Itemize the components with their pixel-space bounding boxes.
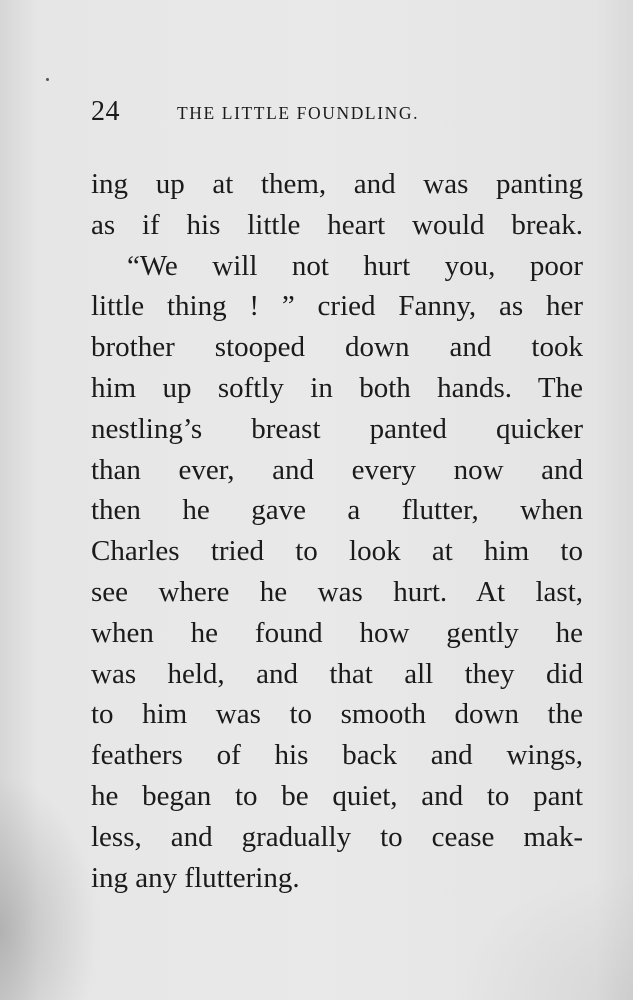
text-line: ing any fluttering.	[91, 861, 300, 894]
text-line: to him was to smooth down the	[91, 698, 583, 731]
text-line: then he gave a flutter, when	[91, 494, 583, 527]
text-line: ing up at them, and was panting	[91, 168, 583, 200]
text-line: was held, and that all they did	[91, 657, 583, 690]
text-line: Charles tried to look at him to	[91, 535, 583, 568]
print-speck	[46, 78, 49, 81]
running-title: THE LITTLE FOUNDLING.	[177, 103, 420, 123]
text-line: than ever, and every now and	[91, 453, 583, 486]
text-line: less, and gradually to cease mak-	[91, 820, 583, 853]
text-line: “We will not hurt you, poor	[127, 249, 583, 282]
text-line: when he found how gently he	[91, 616, 583, 649]
text-line: him up softly in both hands. The	[91, 371, 583, 404]
body-text	[91, 164, 583, 898]
page-header	[91, 92, 591, 132]
text-line: he began to be quiet, and to pant	[91, 779, 583, 812]
text-line: see where he was hurt. At last,	[91, 575, 583, 608]
text-line: little thing ! ” cried Fanny, as her	[91, 290, 583, 323]
text-line: nestling’s breast panted quicker	[91, 412, 583, 445]
page-number: 24	[91, 96, 120, 127]
text-line: as if his little heart would break.	[91, 208, 583, 241]
text-line: feathers of his back and wings,	[91, 739, 583, 772]
text-line: brother stooped down and took	[91, 331, 583, 364]
